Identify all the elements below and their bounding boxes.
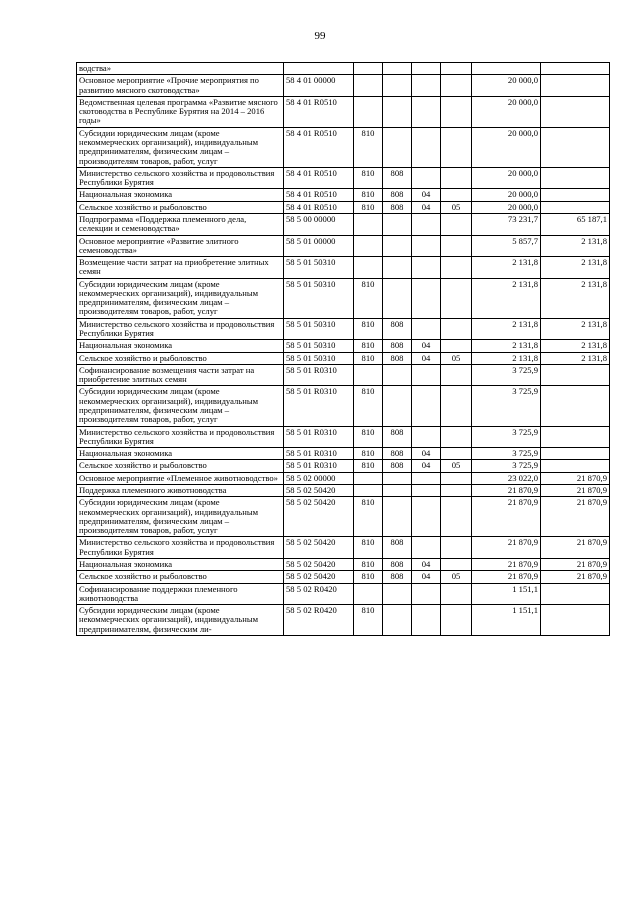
table-row (77, 537, 610, 559)
row-code-cell: 58 5 02 R0420 (284, 605, 354, 636)
row-amount-1-cell: 21 870,9 (472, 571, 541, 583)
row-rz-cell (412, 484, 441, 496)
row-amount-1-cell: 20 000,0 (472, 127, 541, 167)
row-rz-cell (412, 75, 441, 97)
table-row (77, 127, 610, 167)
row-amount-2-cell (541, 189, 610, 201)
row-ved-cell: 810 (354, 127, 383, 167)
row-amount-1-cell: 20 000,0 (472, 75, 541, 97)
row-pr-cell (441, 340, 472, 352)
row-ved-cell: 810 (354, 571, 383, 583)
row-gr-cell (383, 484, 412, 496)
row-code-cell: 58 4 01 R0510 (284, 189, 354, 201)
row-code-cell: 58 5 01 R0310 (284, 460, 354, 472)
table-row (77, 340, 610, 352)
row-amount-2-cell: 21 870,9 (541, 472, 610, 484)
row-rz-cell: 04 (412, 340, 441, 352)
row-pr-cell (441, 318, 472, 340)
row-code-cell (284, 63, 354, 75)
row-code-cell: 58 4 01 00000 (284, 75, 354, 97)
row-name-cell: Министерство сельского хозяйства и продовольствия Республики Бурятия (77, 426, 284, 448)
row-name-cell: Национальная экономика (77, 448, 284, 460)
table-row (77, 558, 610, 570)
row-rz-cell (412, 472, 441, 484)
row-rz-cell: 04 (412, 201, 441, 213)
row-gr-cell (383, 605, 412, 636)
row-name-cell: Сельское хозяйство и рыболовство (77, 352, 284, 364)
row-gr-cell (383, 386, 412, 426)
row-code-cell: 58 5 02 50420 (284, 571, 354, 583)
row-gr-cell (383, 235, 412, 257)
row-amount-2-cell (541, 75, 610, 97)
row-rz-cell (412, 127, 441, 167)
row-ved-cell: 810 (354, 201, 383, 213)
row-code-cell: 58 5 01 R0310 (284, 448, 354, 460)
row-name-cell: Субсидии юридическим лицам (кроме некоммерческих организаций), индивидуальным предпринимателям, физическим лицам – производителям товаров, работ, услуг (77, 127, 284, 167)
table-row (77, 497, 610, 537)
row-gr-cell: 808 (383, 426, 412, 448)
row-rz-cell (412, 605, 441, 636)
row-amount-1-cell: 23 022,0 (472, 472, 541, 484)
row-pr-cell (441, 96, 472, 127)
row-pr-cell (441, 278, 472, 318)
table-row (77, 278, 610, 318)
row-code-cell: 58 5 02 50420 (284, 537, 354, 559)
row-amount-1-cell: 20 000,0 (472, 167, 541, 189)
row-name-cell: Основное мероприятие «Племенное животноводство» (77, 472, 284, 484)
row-amount-2-cell: 21 870,9 (541, 484, 610, 496)
row-amount-1-cell: 2 131,8 (472, 352, 541, 364)
row-ved-cell (354, 213, 383, 235)
row-amount-1-cell: 5 857,7 (472, 235, 541, 257)
row-code-cell: 58 4 01 R0510 (284, 167, 354, 189)
row-code-cell: 58 5 01 R0310 (284, 386, 354, 426)
row-amount-1-cell: 3 725,9 (472, 426, 541, 448)
row-name-cell: Субсидии юридическим лицам (кроме некоммерческих организаций), индивидуальным предпринимателям, физическим лицам – производителям товаров, работ, услуг (77, 278, 284, 318)
row-ved-cell: 810 (354, 537, 383, 559)
row-amount-1-cell: 2 131,8 (472, 278, 541, 318)
row-ved-cell (354, 364, 383, 386)
row-name-cell: Ведомственная целевая программа «Развитие мясного скотоводства в Республике Бурятия на 2014 – 2016 годы» (77, 96, 284, 127)
row-ved-cell (354, 257, 383, 279)
row-amount-2-cell: 2 131,8 (541, 340, 610, 352)
row-ved-cell: 810 (354, 189, 383, 201)
table-row (77, 583, 610, 605)
row-rz-cell (412, 278, 441, 318)
row-amount-2-cell (541, 201, 610, 213)
row-name-cell: Национальная экономика (77, 340, 284, 352)
row-ved-cell (354, 96, 383, 127)
row-rz-cell (412, 235, 441, 257)
table-row (77, 257, 610, 279)
row-code-cell: 58 5 02 R0420 (284, 583, 354, 605)
row-ved-cell (354, 472, 383, 484)
row-amount-2-cell (541, 426, 610, 448)
row-pr-cell (441, 472, 472, 484)
row-name-cell: Поддержка племенного животноводства (77, 484, 284, 496)
row-code-cell: 58 5 01 50310 (284, 340, 354, 352)
row-pr-cell (441, 213, 472, 235)
row-amount-2-cell (541, 96, 610, 127)
row-rz-cell: 04 (412, 448, 441, 460)
row-amount-2-cell: 2 131,8 (541, 318, 610, 340)
row-pr-cell: 05 (441, 571, 472, 583)
row-gr-cell (383, 364, 412, 386)
table-row (77, 484, 610, 496)
row-ved-cell: 810 (354, 460, 383, 472)
row-rz-cell (412, 213, 441, 235)
row-name-cell: Министерство сельского хозяйства и продовольствия Республики Бурятия (77, 537, 284, 559)
row-gr-cell: 808 (383, 167, 412, 189)
row-gr-cell: 808 (383, 558, 412, 570)
row-code-cell: 58 5 01 50310 (284, 318, 354, 340)
row-gr-cell (383, 63, 412, 75)
row-amount-2-cell: 2 131,8 (541, 278, 610, 318)
row-ved-cell: 810 (354, 386, 383, 426)
row-name-cell: Субсидии юридическим лицам (кроме некоммерческих организаций), индивидуальным предпринимателям, физическим лицам – производителям товаров, работ, услуг (77, 497, 284, 537)
row-name-cell: Субсидии юридическим лицам (кроме некоммерческих организаций), индивидуальным предпринимателям, физическим лицам – производителям товаров, работ, услуг (77, 386, 284, 426)
row-name-cell: Национальная экономика (77, 189, 284, 201)
row-code-cell: 58 5 01 00000 (284, 235, 354, 257)
row-gr-cell: 808 (383, 448, 412, 460)
row-gr-cell: 808 (383, 460, 412, 472)
table-row (77, 189, 610, 201)
row-gr-cell (383, 75, 412, 97)
row-ved-cell (354, 583, 383, 605)
row-pr-cell (441, 235, 472, 257)
table-row (77, 364, 610, 386)
table-row (77, 352, 610, 364)
row-amount-2-cell (541, 63, 610, 75)
row-amount-2-cell: 2 131,8 (541, 235, 610, 257)
row-name-cell: Министерство сельского хозяйства и продовольствия Республики Бурятия (77, 167, 284, 189)
row-pr-cell (441, 558, 472, 570)
table-row (77, 426, 610, 448)
row-code-cell: 58 4 01 R0510 (284, 201, 354, 213)
row-rz-cell: 04 (412, 571, 441, 583)
row-rz-cell (412, 497, 441, 537)
table-row (77, 448, 610, 460)
row-amount-2-cell (541, 460, 610, 472)
row-ved-cell (354, 63, 383, 75)
row-amount-1-cell: 20 000,0 (472, 189, 541, 201)
row-ved-cell: 810 (354, 426, 383, 448)
row-name-cell: Основное мероприятие «Развитие элитного семеноводства» (77, 235, 284, 257)
row-pr-cell (441, 386, 472, 426)
row-ved-cell: 810 (354, 448, 383, 460)
table-row (77, 235, 610, 257)
row-gr-cell (383, 497, 412, 537)
row-pr-cell (441, 75, 472, 97)
row-amount-1-cell: 21 870,9 (472, 484, 541, 496)
row-pr-cell (441, 364, 472, 386)
row-amount-2-cell (541, 448, 610, 460)
row-rz-cell: 04 (412, 352, 441, 364)
table-row (77, 460, 610, 472)
row-gr-cell: 808 (383, 318, 412, 340)
row-amount-2-cell (541, 364, 610, 386)
row-amount-1-cell: 3 725,9 (472, 448, 541, 460)
row-code-cell: 58 5 02 50420 (284, 484, 354, 496)
row-gr-cell (383, 472, 412, 484)
row-rz-cell (412, 63, 441, 75)
row-amount-2-cell: 2 131,8 (541, 257, 610, 279)
row-code-cell: 58 5 00 00000 (284, 213, 354, 235)
row-name-cell: Национальная экономика (77, 558, 284, 570)
row-ved-cell: 810 (354, 278, 383, 318)
row-ved-cell: 810 (354, 340, 383, 352)
row-name-cell: Софинансирование возмещения части затрат на приобретение элитных семян (77, 364, 284, 386)
row-gr-cell: 808 (383, 340, 412, 352)
row-pr-cell (441, 426, 472, 448)
row-pr-cell (441, 484, 472, 496)
row-name-cell: Сельское хозяйство и рыболовство (77, 460, 284, 472)
row-name-cell: Сельское хозяйство и рыболовство (77, 571, 284, 583)
row-amount-1-cell: 20 000,0 (472, 201, 541, 213)
row-amount-1-cell: 21 870,9 (472, 558, 541, 570)
row-rz-cell: 04 (412, 189, 441, 201)
row-code-cell: 58 5 01 R0310 (284, 364, 354, 386)
table-row (77, 213, 610, 235)
row-gr-cell (383, 127, 412, 167)
row-rz-cell (412, 386, 441, 426)
row-amount-2-cell: 2 131,8 (541, 352, 610, 364)
row-amount-1-cell: 3 725,9 (472, 386, 541, 426)
row-ved-cell: 810 (354, 558, 383, 570)
row-ved-cell (354, 75, 383, 97)
table-row (77, 167, 610, 189)
row-name-cell: Основное мероприятие «Прочие мероприятия по развитию мясного скотоводства» (77, 75, 284, 97)
row-amount-1-cell: 1 151,1 (472, 583, 541, 605)
row-amount-1-cell: 20 000,0 (472, 96, 541, 127)
row-gr-cell: 808 (383, 352, 412, 364)
row-gr-cell (383, 278, 412, 318)
row-gr-cell (383, 96, 412, 127)
row-amount-2-cell (541, 386, 610, 426)
row-ved-cell (354, 235, 383, 257)
row-gr-cell (383, 583, 412, 605)
row-name-cell: Субсидии юридическим лицам (кроме некоммерческих организаций), индивидуальным предпринимателям, физическим ли- (77, 605, 284, 636)
row-rz-cell (412, 96, 441, 127)
row-amount-1-cell: 2 131,8 (472, 318, 541, 340)
row-amount-1-cell: 21 870,9 (472, 537, 541, 559)
row-pr-cell: 05 (441, 460, 472, 472)
row-gr-cell: 808 (383, 201, 412, 213)
row-rz-cell (412, 257, 441, 279)
table-row (77, 318, 610, 340)
budget-table (76, 62, 610, 636)
row-name-cell: Сельское хозяйство и рыболовство (77, 201, 284, 213)
row-rz-cell (412, 537, 441, 559)
row-name-cell: водства» (77, 63, 284, 75)
row-pr-cell (441, 127, 472, 167)
row-code-cell: 58 5 02 50420 (284, 558, 354, 570)
page-number: 99 (314, 30, 326, 42)
row-amount-1-cell (472, 63, 541, 75)
row-name-cell: Подпрограмма «Поддержка племенного дела, селекции и семеноводства» (77, 213, 284, 235)
table-row (77, 605, 610, 636)
row-ved-cell: 810 (354, 497, 383, 537)
row-name-cell: Софинансирование поддержки племенного животноводства (77, 583, 284, 605)
row-code-cell: 58 5 01 50310 (284, 352, 354, 364)
row-amount-1-cell: 73 231,7 (472, 213, 541, 235)
row-gr-cell (383, 213, 412, 235)
row-rz-cell: 04 (412, 558, 441, 570)
row-pr-cell (441, 167, 472, 189)
row-code-cell: 58 4 01 R0510 (284, 127, 354, 167)
row-amount-2-cell (541, 167, 610, 189)
row-ved-cell: 810 (354, 352, 383, 364)
row-amount-2-cell (541, 583, 610, 605)
row-rz-cell (412, 364, 441, 386)
row-pr-cell (441, 448, 472, 460)
row-ved-cell (354, 484, 383, 496)
row-gr-cell: 808 (383, 189, 412, 201)
row-gr-cell: 808 (383, 571, 412, 583)
row-gr-cell (383, 257, 412, 279)
row-amount-1-cell: 3 725,9 (472, 460, 541, 472)
row-code-cell: 58 5 02 00000 (284, 472, 354, 484)
row-code-cell: 58 4 01 R0510 (284, 96, 354, 127)
row-gr-cell: 808 (383, 537, 412, 559)
row-amount-2-cell (541, 127, 610, 167)
row-amount-2-cell: 21 870,9 (541, 497, 610, 537)
row-pr-cell (441, 189, 472, 201)
row-amount-1-cell: 1 151,1 (472, 605, 541, 636)
row-code-cell: 58 5 01 R0310 (284, 426, 354, 448)
row-amount-2-cell: 21 870,9 (541, 558, 610, 570)
row-pr-cell (441, 537, 472, 559)
row-amount-2-cell: 21 870,9 (541, 537, 610, 559)
row-ved-cell: 810 (354, 318, 383, 340)
row-rz-cell (412, 167, 441, 189)
row-amount-1-cell: 2 131,8 (472, 257, 541, 279)
row-rz-cell: 04 (412, 460, 441, 472)
row-amount-1-cell: 2 131,8 (472, 340, 541, 352)
row-pr-cell (441, 63, 472, 75)
row-pr-cell: 05 (441, 201, 472, 213)
row-amount-2-cell (541, 605, 610, 636)
row-ved-cell: 810 (354, 605, 383, 636)
table-row (77, 96, 610, 127)
table-row (77, 63, 610, 75)
row-pr-cell: 05 (441, 352, 472, 364)
row-pr-cell (441, 257, 472, 279)
row-code-cell: 58 5 01 50310 (284, 278, 354, 318)
row-pr-cell (441, 497, 472, 537)
table-row (77, 571, 610, 583)
row-amount-2-cell: 65 187,1 (541, 213, 610, 235)
table-row (77, 201, 610, 213)
table-body (77, 63, 610, 636)
table-row (77, 75, 610, 97)
row-name-cell: Возмещение части затрат на приобретение элитных семян (77, 257, 284, 279)
row-rz-cell (412, 583, 441, 605)
row-pr-cell (441, 605, 472, 636)
table-row (77, 386, 610, 426)
row-rz-cell (412, 318, 441, 340)
row-amount-1-cell: 21 870,9 (472, 497, 541, 537)
row-amount-2-cell: 21 870,9 (541, 571, 610, 583)
row-pr-cell (441, 583, 472, 605)
row-amount-1-cell: 3 725,9 (472, 364, 541, 386)
row-code-cell: 58 5 01 50310 (284, 257, 354, 279)
row-name-cell: Министерство сельского хозяйства и продовольствия Республики Бурятия (77, 318, 284, 340)
row-code-cell: 58 5 02 50420 (284, 497, 354, 537)
row-rz-cell (412, 426, 441, 448)
table-row (77, 472, 610, 484)
row-ved-cell: 810 (354, 167, 383, 189)
